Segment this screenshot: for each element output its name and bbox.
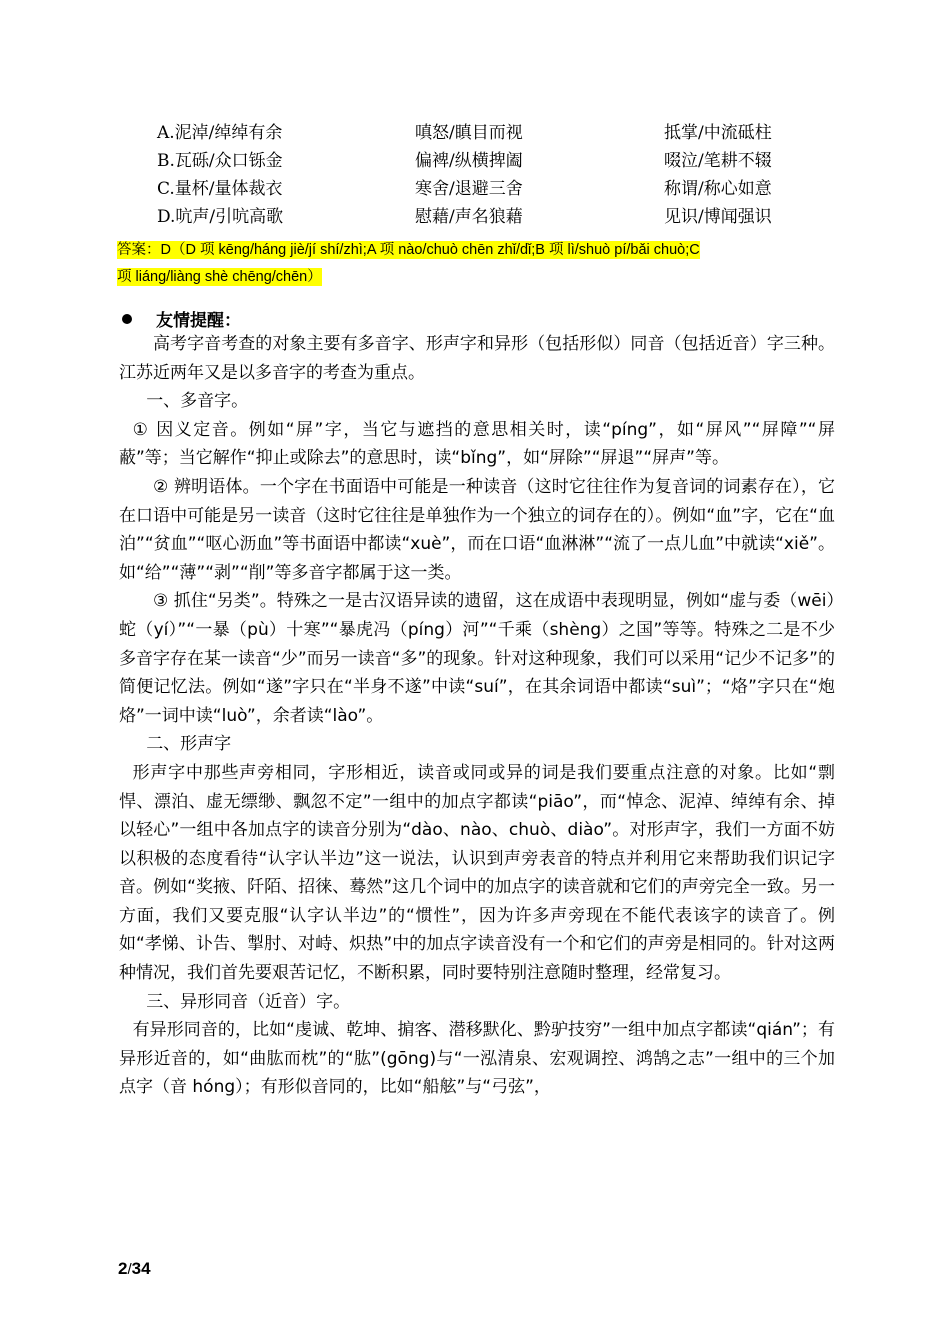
page-number <box>118 1259 151 1279</box>
option-cell: 寒舍/退避三舍 <box>415 179 523 199</box>
bullet-icon <box>122 314 132 324</box>
section-heading: 一、多音字。 <box>146 391 249 412</box>
paragraph: ② 辨明语体。一个字在书面语中可能是一种读音（这时它往往作为复音词的词素存在），它在口语中可能是另一读音（这时它往往是单独作为一个独立的词存在的）。例如“血”字，它在“血泊”“贫血”“呕心沥血”等书面语中都读“xuè”，而在口语“血淋淋”“流了一点儿血”中就读“xiě”。如“给”“薄”“剥”“削”等多音字都属于这一类。 <box>119 476 835 583</box>
answer-line-2: 项 liáng/liàng shè chēng/chēn） <box>117 269 322 285</box>
options-table <box>157 116 797 228</box>
answer-block <box>117 237 837 291</box>
answer-line-1: 答案：D（D 项 kēng/háng jiè/jí shí/zhì;A 项 nào/chuò chēn zhǐ/dǐ;B 项 lì/shuò pí/bǎi chuò;C <box>117 242 700 258</box>
page-total: 34 <box>131 1259 151 1278</box>
page-separator: / <box>127 1261 132 1278</box>
option-cell: C.量杯/量体裁衣 <box>157 179 283 199</box>
section-heading: 三、异形同音（近音）字。 <box>146 991 351 1012</box>
paragraph: 高考字音考查的对象主要有多音字、形声字和异形（包括形似）同音（包括近音）字三种。江苏近两年又是以多音字的考查为重点。 <box>119 334 835 383</box>
page-current: 2 <box>118 1259 128 1278</box>
paragraph: 有异形同音的，比如“虔诚、乾坤、掮客、潜移默化、黔驴技穷”一组中加点字都读“qián”；有异形近音的，如“曲肱而枕”的“肱”(gōng)与“一泓清泉、宏观调控、鸿鹄之志”一组中的三个加点字（音 hóng）；有形似音同的，比如“船舷”与“弓弦”， <box>119 1020 835 1098</box>
option-cell: A.泥淖/绰绰有余 <box>157 123 283 143</box>
paragraph: ③ 抓住“另类”。特殊之一是古汉语异读的遗留，这在成语中表现明显，例如“虚与委（wēi）蛇（yí）”“一暴（pù）十寒”“暴虎冯（píng）河”“千乘（shèng）之国”等等。特殊之二是不少多音字存在某一读音“少”而另一读音“多”的现象。针对这种现象，我们可以采用“记少不记多”的简便记忆法。例如“遂”字只在“半身不遂”中读“suí”，在其余词语中都读“suì”；“烙”字只在“炮烙”一词中读“luò”，余者读“lào”。 <box>119 591 835 726</box>
reminder-title: 友情提醒： <box>156 311 241 331</box>
option-cell: D.吭声/引吭高歌 <box>157 207 284 227</box>
paragraph: ① 因义定音。例如“屏”字，当它与遮挡的意思相关时，读“píng”，如“屏风”“屏障”“屏蔽”等；当它解作“抑止或除去”的意思时，读“bǐng”，如“屏除”“屏退”“屏声”等。 <box>119 419 835 469</box>
option-cell: 称谓/称心如意 <box>664 179 772 199</box>
option-cell: 慰藉/声名狼藉 <box>415 207 523 227</box>
reminder-heading <box>122 306 241 331</box>
body-text <box>119 330 835 1102</box>
option-cell: 啜泣/笔耕不辍 <box>664 151 772 171</box>
option-cell: 偏裨/纵横捭阖 <box>415 151 523 171</box>
option-cell: 抵掌/中流砥柱 <box>664 123 772 143</box>
paragraph: 形声字中那些声旁相同，字形相近，读音或同或异的词是我们要重点注意的对象。比如“剽悍、漂泊、虚无缥缈、飘忽不定”一组中的加点字都读“piāo”，而“悼念、泥淖、绰绰有余、掉以轻心”一组中各加点字的读音分别为“dào、nào、chuò、diào”。对形声字，我们一方面不妨以积极的态度看待“认字认半边”这一说法，认识到声旁表音的特点并利用它来帮助我们识记字音。例如“奖掖、阡陌、招徕、蓦然”这几个词中的加点字的读音就和它们的声旁完全一致。另一方面，我们又要克服“认字认半边”的“惯性”，因为许多声旁现在不能代表该字的读音了。例如“孝悌、讣告、掣肘、对峙、炽热”中的加点字读音没有一个和它们的声旁是相同的。针对这两种情况，我们首先要艰苦记忆，不断积累，同时要特别注意随时整理，经常复习。 <box>119 762 835 984</box>
section-heading: 二、形声字 <box>146 734 232 755</box>
option-row-d <box>157 200 797 228</box>
option-cell: 嗔怒/瞋目而视 <box>415 123 523 143</box>
option-cell: B.瓦砾/众口铄金 <box>157 151 283 171</box>
option-cell: 见识/博闻强识 <box>664 207 772 227</box>
option-row-a <box>157 116 797 144</box>
option-row-c <box>157 172 797 200</box>
option-row-b <box>157 144 797 172</box>
